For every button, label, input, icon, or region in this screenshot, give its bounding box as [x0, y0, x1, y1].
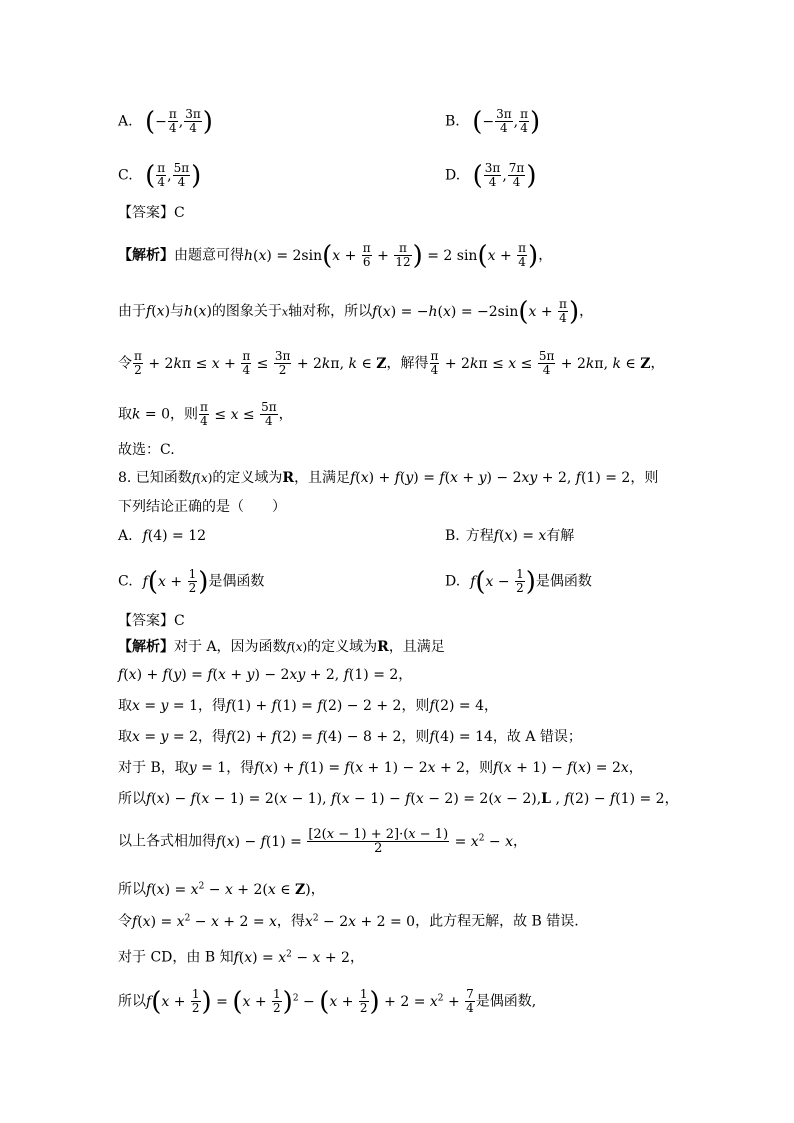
- q8-analysis-line-8: 所以$f(x) = x^2 - x + 2(x$ ∈ Z)，: [118, 881, 325, 898]
- q8-answer: 【答案】C: [118, 613, 185, 629]
- q8-analysis-line-6: 所以f(x) − f(x − 1) = 2(x − 1), f(x − 1) − f(x − 2) = 2(x − 2),L , f(2) − f(1) = 2，: [118, 791, 679, 807]
- q8-option-a: A. f(4) = 12: [118, 528, 207, 544]
- q8-analysis-line-10: 对于 CD，由 B 知$f(x) = x^2 - x + 2$，: [118, 949, 364, 966]
- q7-analysis-line-3: 令 $\frac{\pi}{2}$ + 2kπ ≤ x + $\frac{\pi}{4}$ ≤ $\frac{3\pi}{2}$ + 2kπ, k ∈ Z，解得 $\frac{\pi}{4}$ + 2kπ ≤ x ≤ $\frac{5\pi}{4}$ + 2kπ, k ∈ Z，: [118, 349, 665, 377]
- q7-analysis-line-1: 【解析】由题意可得h(x) = 2sin(x + $\frac{\pi}{6}$ + $\frac{\pi}{12}$ ) = 2 sin(x + $\frac{\pi}{4}$ )，: [118, 240, 553, 271]
- q7-conclusion: 故选：C.: [118, 442, 175, 458]
- option-b: B. (− $\frac{3\pi}{4}$ , $\frac{\pi}{4}$ ): [445, 106, 541, 137]
- option-a-label: A.: [118, 113, 133, 130]
- option-c: C. ( $\frac{\pi}{4}$ , $\frac{5\pi}{4}$ ): [118, 160, 202, 191]
- option-b-label: B.: [445, 113, 460, 130]
- q8-analysis-line-2: f(x) + f(y) = f(x + y) − 2xy + 2, f(1) = 2，: [118, 667, 413, 683]
- q7-analysis-line-2: 由于f(x)与h(x)的图象关于x轴对称，所以f(x) = −h(x) = −2sin(x + $\frac{\pi}{4}$ )，: [118, 296, 594, 327]
- q8-analysis-line-11: 所以f(x + $\frac{1}{2}$ ) = (x + $\frac{1}{2}$ )$^2$ − (x + $\frac{1}{2}$ ) + $2 = x^2$ + $\frac{7}{4}$ 是偶函数,: [118, 986, 537, 1017]
- q8-stem-line-1: 8. 已知函数f(x)的定义域为R，且满足f(x) + f(y) = f(x + y) − 2xy + 2, f(1) = 2，则: [118, 470, 659, 486]
- q8-analysis-line-5: 对于 B，取y = 1，得f(x) + f(1) = f(x + 1) − 2x + 2，则f(x + 1) − f(x) = 2x，: [118, 760, 643, 776]
- q8-analysis-line-3: 取x = y = 1，得f(1) + f(1) = f(2) − 2 + 2，则f(2) = 4，: [118, 698, 498, 714]
- q8-analysis-line-4: 取x = y = 2，得f(2) + f(2) = f(4) − 8 + 2，则f(4) = 14，故 A 错误；: [118, 729, 582, 745]
- q8-analysis-line-9: 令$f(x) = x^2 - x + 2 = x$，得$x^2 - 2x + 2 = 0$，此方程无解，故 B 错误.: [118, 913, 579, 930]
- q8-option-d: D. f(x − $\frac{1}{2}$ )是偶函数: [445, 566, 592, 597]
- q8-option-b: B. 方程f(x) = x有解: [445, 528, 575, 544]
- q7-analysis-line-4: 取k = 0，则 $\frac{\pi}{4}$ ≤ x ≤ $\frac{5\pi}{4}$ ，: [118, 400, 293, 428]
- q7-answer: 【答案】C: [118, 205, 185, 221]
- option-c-label: C.: [118, 167, 133, 184]
- q8-stem-line-2: 下列结论正确的是（ ）: [118, 499, 286, 515]
- option-d: D. ( $\frac{3\pi}{4}$ , $\frac{7\pi}{4}$ ): [445, 160, 537, 191]
- q8-analysis-line-7: 以上各式相加得f(x) − f(1) = $\frac{[2(x - 1) + 2]\cdot(x - 1)}{2}$ = $x^2 - x$，: [118, 827, 527, 857]
- option-a: A. (− $\frac{\pi}{4}$ , $\frac{3\pi}{4}$ ): [118, 106, 213, 137]
- q8-option-c: C. f(x + $\frac{1}{2}$ )是偶函数: [118, 566, 265, 597]
- option-d-label: D.: [445, 167, 461, 184]
- q8-analysis-line-1: 【解析】对于 A，因为函数f(x)的定义域为R，且满足: [118, 639, 445, 655]
